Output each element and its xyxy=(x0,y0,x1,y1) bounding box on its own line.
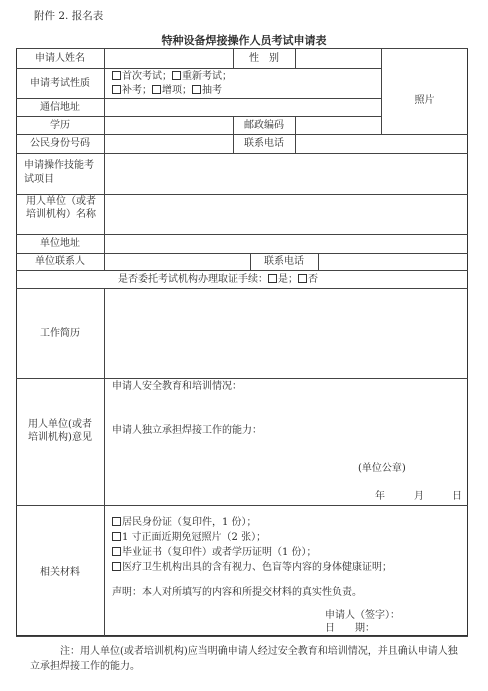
checkbox-retake-exam[interactable] xyxy=(172,71,181,80)
material-item: 毕业证书（复印件）或者学历证明（1 份）； xyxy=(112,546,317,559)
checkbox-material-id[interactable] xyxy=(112,517,121,526)
exam-nature-options-row2: 补考； 增项； 抽考 xyxy=(112,84,222,97)
education-label: 学历 xyxy=(50,120,70,131)
employer-label: 用人单位（或者培训机构）名称 xyxy=(26,196,96,220)
checkbox-entrust-yes[interactable] xyxy=(268,274,277,283)
opinion-safety-text: 申请人安全教育和培训情况： xyxy=(112,381,242,392)
opinion-label: 用人单位(或者培训机构)意见 xyxy=(28,419,92,443)
applicant-signature-label: 申请人（签字）： xyxy=(325,610,400,621)
entrust-row: 是否委托考试机构办理取证手续： 是； 否 xyxy=(118,274,318,285)
checkbox-material-diploma[interactable] xyxy=(112,547,121,556)
opinion-ability-text: 申请人独立承担焊接工作的能力： xyxy=(112,425,262,436)
postcode-label: 邮政编码 xyxy=(244,120,284,131)
material-item: 1 寸正面近期免冠照片（2 张）； xyxy=(112,531,266,544)
exam-items-label: 申请操作技能考试项目 xyxy=(24,160,94,185)
opinion-month: 月 xyxy=(414,491,424,502)
declaration-text: 声明：本人对所填写的内容和所提交材料的真实性负责。 xyxy=(112,587,362,598)
employer-phone-label: 联系电话 xyxy=(264,256,304,267)
id-number-label: 公民身份号码 xyxy=(30,138,90,149)
phone-label: 联系电话 xyxy=(244,138,284,149)
checkbox-material-photo[interactable] xyxy=(112,532,121,541)
exam-nature-label: 申请考试性质 xyxy=(30,78,90,89)
checkbox-makeup-exam[interactable] xyxy=(112,85,121,94)
work-history-label: 工作简历 xyxy=(40,328,80,339)
footer-note: 注：用人单位(或者培训机构)应当明确申请人经过安全教育和培训情况，并且确认申请人独立承担焊接工作的能力。 xyxy=(30,646,458,672)
photo-label: 照片 xyxy=(414,95,435,106)
exam-nature-options-row1: 首次考试； 重新考试； xyxy=(112,70,232,83)
materials-label: 相关材料 xyxy=(40,567,80,578)
unit-seal-label: (单位公章) xyxy=(358,463,406,474)
checkbox-first-exam[interactable] xyxy=(112,71,121,80)
employer-address-label: 单位地址 xyxy=(40,238,80,249)
checkbox-entrust-no[interactable] xyxy=(298,274,307,283)
checkbox-additional-item[interactable] xyxy=(152,85,161,94)
material-item: 医疗卫生机构出具的含有视力、色盲等内容的身体健康证明； xyxy=(112,561,392,574)
attachment-label: 附件 2. 报名表 xyxy=(34,10,104,22)
employer-contact-label: 单位联系人 xyxy=(35,256,85,267)
applicant-name-label: 申请人姓名 xyxy=(35,53,85,64)
signature-date-label: 日 期： xyxy=(325,623,375,634)
checkbox-random-exam[interactable] xyxy=(192,85,201,94)
checkbox-material-health[interactable] xyxy=(112,562,121,571)
opinion-day: 日 xyxy=(452,491,462,502)
gender-label: 性 别 xyxy=(249,53,279,64)
form-title: 特种设备焊接操作人员考试申请表 xyxy=(161,34,327,47)
address-label: 通信地址 xyxy=(40,102,80,113)
opinion-year: 年 xyxy=(375,491,385,502)
material-item: 居民身份证（复印件，1 份）； xyxy=(112,516,257,529)
